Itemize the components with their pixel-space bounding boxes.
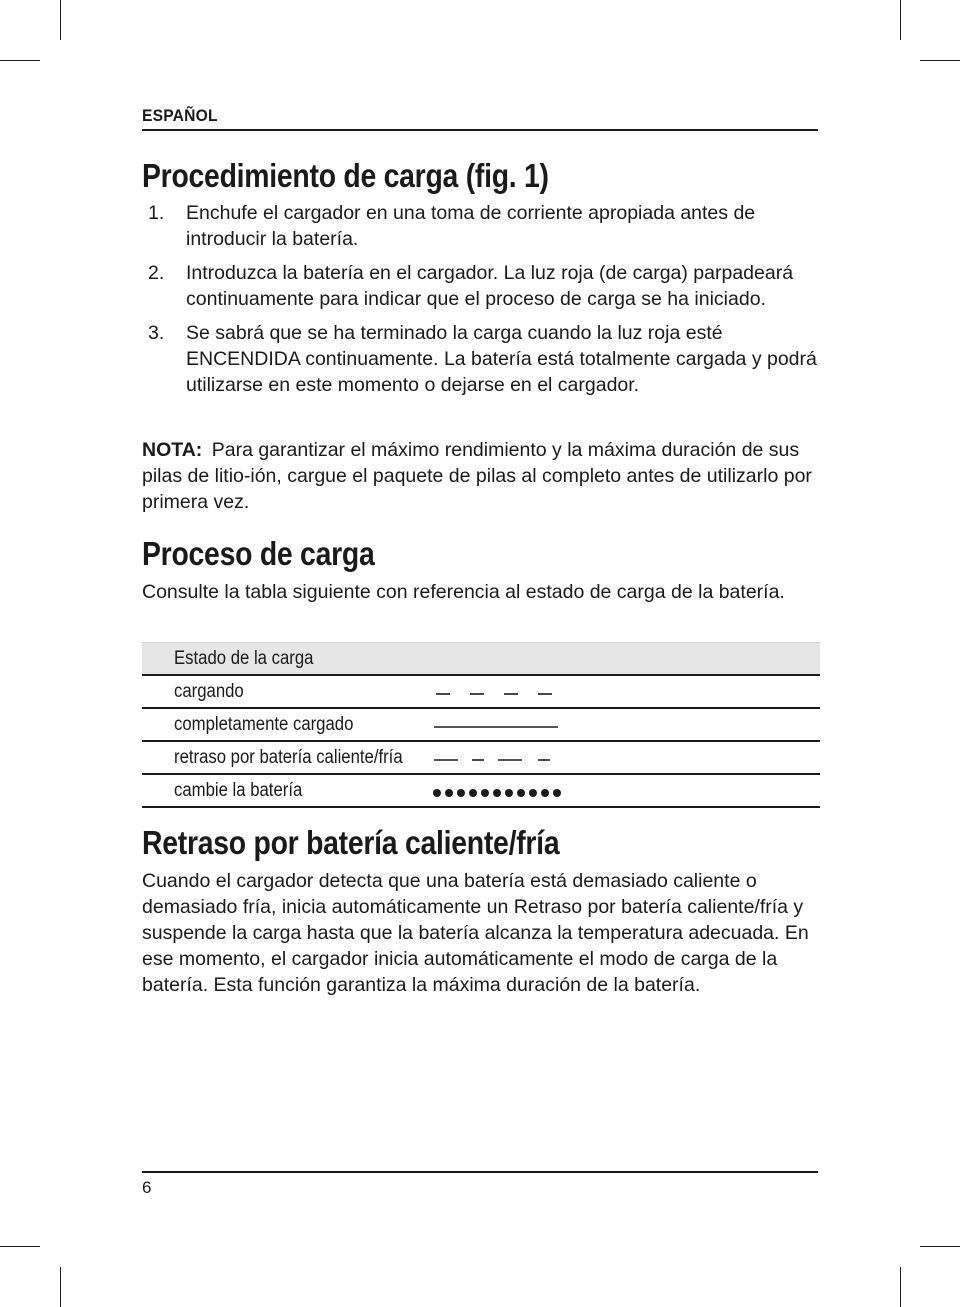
crop-mark	[0, 1246, 40, 1247]
short-dashes-indicator	[432, 676, 562, 707]
table-row	[142, 742, 820, 775]
list-item-text: Introduzca la batería en el cargador. La luz roja (de carga) parpadeará continuamente para indicar que el proceso de carga se ha iniciado.	[186, 262, 794, 310]
status-label: retraso por batería caliente/fría	[174, 747, 403, 768]
crop-mark	[60, 1267, 61, 1307]
charge-status-table	[142, 642, 820, 808]
table-header-row	[142, 642, 820, 676]
status-label: completamente cargado	[174, 714, 354, 735]
table-row	[142, 709, 820, 742]
language-label: ESPAÑOL	[142, 106, 218, 125]
list-item-text: Enchufe el cargador en una toma de corriente apropiada antes de introducir la batería.	[186, 202, 756, 250]
status-label: cargando	[174, 681, 244, 702]
section-title-proceso: Proceso de carga	[142, 535, 375, 572]
crop-mark	[0, 60, 40, 61]
list-item-number: 1.	[148, 202, 165, 224]
table-row	[142, 775, 820, 808]
procedure-list	[142, 200, 832, 406]
section-title-procedimiento: Procedimiento de carga (fig. 1)	[142, 157, 549, 194]
long-short-dashes-indicator	[432, 742, 562, 773]
table-intro: Consulte la tabla siguiente con referencia al estado de carga de la batería.	[142, 581, 785, 603]
page-number: 6	[142, 1178, 152, 1197]
list-item-number: 3.	[148, 322, 165, 344]
note-text: Para garantizar el máximo rendimiento y la máxima duración de sus pilas de litio-ión, cargue el paquete de pilas al completo antes de utilizarlo por primera vez.	[142, 439, 812, 513]
section-title-retraso: Retraso por batería caliente/fría	[142, 824, 560, 861]
solid-line-indicator	[432, 709, 562, 740]
crop-mark	[60, 0, 61, 40]
status-label: cambie la batería	[174, 780, 303, 801]
note-label: NOTA:	[142, 439, 203, 461]
list-item-number: 2.	[148, 262, 165, 284]
table-row	[142, 676, 820, 709]
list-item	[142, 320, 832, 398]
crop-mark	[900, 1267, 901, 1307]
crop-mark	[900, 0, 901, 40]
header-rule	[142, 129, 818, 131]
crop-mark	[920, 1246, 960, 1247]
list-item	[142, 260, 832, 312]
table-header: Estado de la carga	[174, 648, 314, 669]
list-item	[142, 200, 832, 252]
footer-rule	[142, 1171, 818, 1173]
crop-mark	[920, 60, 960, 61]
note-paragraph	[142, 437, 822, 515]
list-item-text: Se sabrá que se ha terminado la carga cuando la luz roja esté ENCENDIDA continuamente. La batería está totalmente cargada y podrá utilizarse en este momento o dejarse en el cargador.	[186, 322, 817, 396]
rapid-dots-indicator	[432, 775, 562, 806]
retraso-paragraph: Cuando el cargador detecta que una batería está demasiado caliente o demasiado fría, inicia automáticamente un Retraso por batería caliente/fría y suspende la carga hasta que la batería alcanza la temperatura adecuada. En ese momento, el cargador inicia automáticamente el modo de carga de la batería. Esta función garantiza la máxima duración de la batería.	[142, 870, 809, 996]
